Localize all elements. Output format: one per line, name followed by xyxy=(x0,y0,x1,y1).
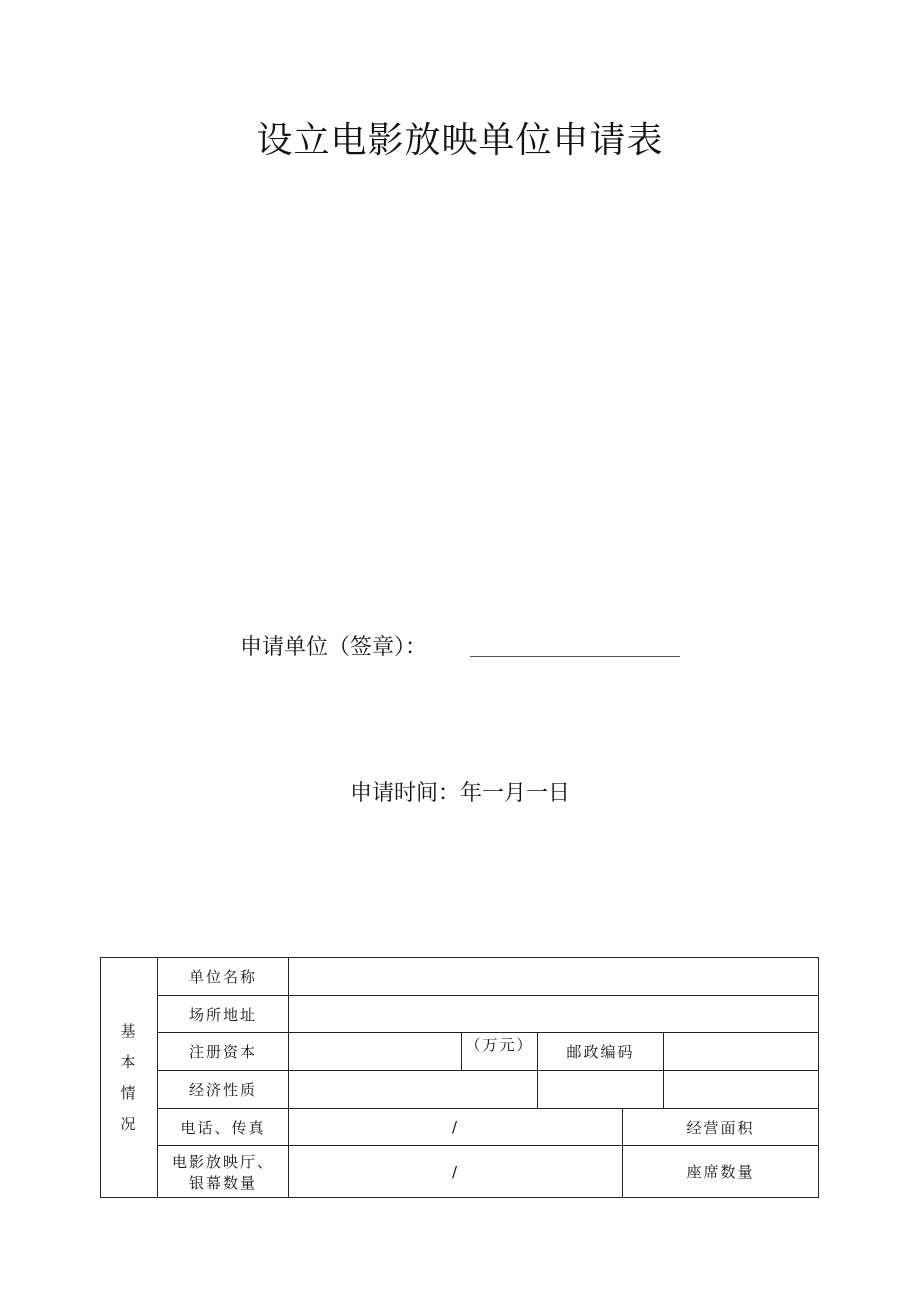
unit-name-label: 单位名称 xyxy=(158,958,289,996)
section-char: 况 xyxy=(120,1114,138,1133)
economic-nature-field[interactable] xyxy=(289,1071,538,1109)
application-date: 申请时间：年一月一日 xyxy=(349,781,570,806)
area-label: 经营面积 xyxy=(623,1109,819,1146)
section-char: 情 xyxy=(120,1083,138,1102)
section-char: 基 xyxy=(120,1021,138,1040)
economic-nature-extra-field[interactable] xyxy=(538,1071,664,1109)
address-label: 场所地址 xyxy=(158,996,289,1033)
phone-fax-field[interactable] xyxy=(289,1109,623,1146)
capital-label: 注册资本 xyxy=(158,1033,289,1071)
phone-fax-separator: / xyxy=(451,1118,460,1136)
address-field[interactable] xyxy=(289,996,819,1033)
applicant-label: 申请单位（签章）： xyxy=(240,635,428,660)
signature-line[interactable] xyxy=(470,656,680,657)
seats-label: 座席数量 xyxy=(623,1146,819,1198)
halls-screens-label-line2: 银幕数量 xyxy=(188,1173,257,1192)
postal-code-label: 邮政编码 xyxy=(538,1033,664,1071)
phone-fax-label: 电话、传真 xyxy=(158,1109,289,1146)
capital-unit-text: （万元） xyxy=(465,1036,534,1054)
unit-name-field[interactable] xyxy=(289,958,819,996)
applicant-signature-row xyxy=(240,630,427,661)
economic-nature-extra-field-2[interactable] xyxy=(664,1071,819,1109)
basic-info-table xyxy=(100,957,819,1198)
postal-code-field[interactable] xyxy=(664,1033,819,1071)
capital-field[interactable] xyxy=(289,1033,462,1071)
halls-screens-field[interactable] xyxy=(289,1146,623,1198)
economic-nature-label: 经济性质 xyxy=(158,1071,289,1109)
section-char: 本 xyxy=(120,1052,138,1071)
halls-screens-label-line1: 电影放映厅、 xyxy=(171,1152,274,1171)
halls-screens-separator: / xyxy=(451,1162,460,1181)
halls-screens-label xyxy=(158,1146,289,1198)
capital-unit xyxy=(462,1033,538,1071)
page-title: 设立电影放映单位申请表 xyxy=(256,120,664,161)
section-label-basic-info xyxy=(101,958,158,1198)
